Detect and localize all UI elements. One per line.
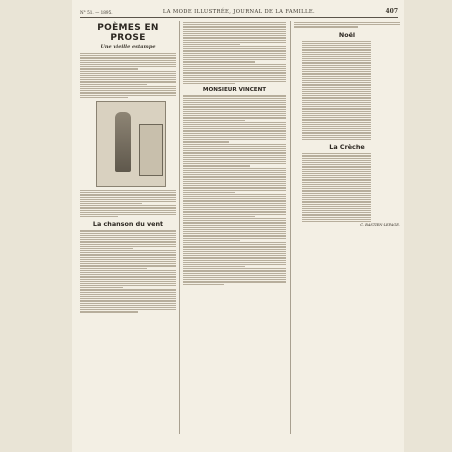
text-line (80, 261, 176, 262)
text-line (183, 227, 286, 228)
text-line (302, 217, 371, 218)
text-line (183, 185, 286, 186)
text-line (183, 225, 286, 226)
text-line (183, 46, 286, 47)
text-line (183, 120, 245, 121)
text-line (80, 233, 176, 234)
text-line (183, 42, 286, 43)
text-line (183, 211, 286, 212)
text-line (183, 203, 286, 204)
text-line (80, 86, 176, 87)
column-divider (179, 21, 180, 434)
text-line (80, 248, 133, 249)
text-line (80, 257, 176, 258)
text-line (302, 43, 371, 44)
text-line (80, 285, 176, 286)
author-signature: C. BASTIEN-LEPAGE. (360, 223, 400, 228)
text-line (80, 95, 176, 96)
text-line (80, 298, 176, 299)
text-line (183, 106, 286, 107)
section-title: La chanson du vent (92, 220, 164, 229)
text-line (302, 169, 371, 170)
text-line (183, 141, 229, 142)
text-line (183, 165, 250, 166)
text-line (183, 139, 286, 140)
header-rule (80, 17, 398, 18)
text-line (302, 91, 371, 92)
text-line (302, 84, 371, 85)
text-line (183, 79, 286, 80)
text-line (302, 113, 371, 114)
text-line (183, 130, 286, 131)
text-line (302, 65, 371, 66)
text-line (302, 171, 371, 172)
text-line (302, 153, 371, 154)
text-line (183, 100, 286, 101)
text-line (80, 79, 176, 80)
text-line (183, 111, 286, 112)
text-line (302, 208, 371, 209)
text-line (80, 307, 176, 308)
engraving-illustration (96, 101, 166, 187)
text-line (183, 170, 286, 171)
poem-text (294, 41, 400, 141)
text-line (302, 111, 371, 112)
text-line (80, 276, 176, 277)
text-line (183, 117, 286, 118)
text-line (183, 222, 286, 223)
section-title: Noël (338, 30, 356, 39)
text-line (302, 166, 371, 167)
text-line (80, 84, 147, 85)
text-line (183, 135, 286, 136)
text-line (80, 244, 176, 245)
text-line (183, 220, 286, 221)
text-line (183, 137, 286, 138)
text-line (183, 262, 286, 263)
text-line (183, 235, 286, 236)
text-line (183, 68, 286, 69)
text-line (183, 66, 286, 67)
column-2 (183, 21, 286, 434)
article-text (294, 22, 400, 28)
newspaper-page (72, 0, 404, 452)
text-line (183, 253, 286, 254)
text-line (302, 219, 371, 220)
text-line (302, 117, 371, 118)
text-line (183, 157, 286, 158)
text-line (302, 95, 371, 96)
text-line (80, 250, 176, 251)
text-line (80, 64, 176, 65)
text-line (302, 184, 371, 185)
text-line (302, 89, 371, 90)
text-line (80, 57, 176, 58)
text-line (80, 237, 176, 238)
text-line (183, 35, 286, 36)
text-line (302, 177, 371, 178)
text-line (80, 207, 176, 208)
page-number: 407 (385, 8, 398, 15)
poem-text (294, 153, 400, 222)
text-line (80, 303, 176, 304)
text-line (80, 259, 176, 260)
text-line (183, 216, 255, 217)
text-line (80, 294, 176, 295)
text-line (302, 69, 371, 70)
text-line (80, 60, 176, 61)
article-text (183, 95, 286, 284)
text-line (183, 229, 286, 230)
text-line (183, 161, 286, 162)
text-line (183, 268, 286, 269)
text-line (302, 93, 371, 94)
text-line (302, 135, 371, 136)
text-line (183, 26, 286, 27)
text-line (80, 210, 176, 211)
text-line (302, 67, 371, 68)
text-line (183, 126, 286, 127)
text-line (183, 233, 286, 234)
text-line (302, 214, 371, 215)
text-line (183, 251, 286, 252)
text-line (302, 188, 371, 189)
article-text (80, 230, 176, 312)
text-line (80, 53, 176, 54)
text-line (302, 137, 371, 138)
text-line (302, 162, 371, 163)
text-line (183, 244, 286, 245)
text-line (302, 128, 371, 129)
text-line (183, 22, 286, 23)
text-line (183, 124, 286, 125)
text-line (302, 45, 371, 46)
text-line (294, 24, 400, 25)
text-line (302, 115, 371, 116)
text-line (183, 29, 286, 30)
text-line (183, 53, 286, 54)
text-line (80, 265, 176, 266)
text-line (183, 98, 286, 99)
text-line (183, 238, 286, 239)
text-line (183, 209, 286, 210)
text-line (183, 83, 235, 84)
text-line (183, 260, 286, 261)
text-line (294, 26, 358, 27)
text-line (302, 155, 371, 156)
text-line (80, 274, 176, 275)
text-line (183, 128, 286, 129)
text-line (80, 296, 176, 297)
text-line (183, 152, 286, 153)
text-line (80, 214, 176, 215)
text-line (80, 272, 176, 273)
text-line (80, 81, 176, 82)
text-line (302, 119, 371, 120)
section-title: MONSIEUR VINCENT (202, 87, 267, 94)
text-line (302, 179, 371, 180)
text-line (80, 246, 176, 247)
text-line (183, 57, 286, 58)
text-line (80, 292, 176, 293)
text-line (80, 287, 123, 288)
text-line (80, 90, 176, 91)
text-line (183, 75, 286, 76)
text-line (183, 284, 224, 285)
text-line (183, 196, 286, 197)
text-line (183, 146, 286, 147)
text-line (183, 266, 245, 267)
text-line (80, 68, 138, 69)
text-line (302, 60, 371, 61)
text-line (183, 37, 286, 38)
text-line (80, 71, 176, 72)
text-line (183, 148, 286, 149)
text-line (302, 199, 371, 200)
text-line (80, 283, 176, 284)
text-line (302, 52, 371, 53)
text-line (80, 305, 176, 306)
text-line (302, 197, 371, 198)
text-line (302, 80, 371, 81)
text-line (302, 139, 371, 140)
text-line (183, 70, 286, 71)
text-line (80, 239, 176, 240)
text-line (302, 158, 371, 159)
text-line (80, 268, 147, 269)
text-line (302, 124, 371, 125)
column-divider (290, 21, 291, 434)
text-line (183, 163, 286, 164)
text-line (183, 246, 286, 247)
text-line (80, 205, 176, 206)
text-line (183, 279, 286, 280)
text-line (183, 200, 286, 201)
text-line (183, 187, 286, 188)
text-line (80, 197, 176, 198)
text-line (80, 279, 176, 280)
text-line (183, 194, 286, 195)
fireplace (139, 124, 163, 176)
text-line (80, 289, 176, 290)
text-line (183, 281, 286, 282)
text-line (183, 48, 286, 49)
text-line (80, 216, 118, 217)
text-line (302, 78, 371, 79)
text-line (302, 56, 371, 57)
text-line (183, 104, 286, 105)
text-line (183, 190, 286, 191)
text-line (80, 92, 176, 93)
text-line (294, 22, 400, 23)
text-line (302, 201, 371, 202)
text-line (302, 212, 371, 213)
text-line (80, 263, 176, 264)
text-line (183, 155, 286, 156)
text-line (183, 144, 286, 145)
text-line (183, 55, 286, 56)
text-line (302, 41, 371, 42)
text-line (80, 73, 176, 74)
text-line (302, 100, 371, 101)
text-line (302, 54, 371, 55)
text-line (183, 77, 286, 78)
text-line (183, 174, 286, 175)
text-line (183, 150, 286, 151)
text-line (183, 270, 286, 271)
text-line (302, 210, 371, 211)
text-line (183, 183, 286, 184)
text-line (80, 270, 176, 271)
text-line (302, 175, 371, 176)
text-line (302, 132, 371, 133)
text-line (80, 199, 176, 200)
article-text (80, 190, 176, 217)
text-line (302, 47, 371, 48)
journal-title: LA MODE ILLUSTRÉE, JOURNAL DE LA FAMILLE. (162, 9, 316, 15)
text-line (302, 82, 371, 83)
text-line (183, 122, 286, 123)
text-line (302, 204, 371, 205)
text-line (183, 113, 286, 114)
text-line (302, 87, 371, 88)
text-line (183, 257, 286, 258)
text-line (183, 231, 286, 232)
text-line (183, 109, 286, 110)
text-line (183, 115, 286, 116)
text-line (183, 198, 286, 199)
text-line (80, 97, 128, 98)
text-line (302, 108, 371, 109)
column-1 (80, 21, 176, 434)
text-line (80, 300, 176, 301)
text-line (302, 126, 371, 127)
text-line (302, 193, 371, 194)
text-line (183, 33, 286, 34)
text-line (80, 75, 176, 76)
text-line (80, 281, 176, 282)
text-line (183, 249, 286, 250)
article-text (80, 53, 176, 98)
text-line (183, 207, 286, 208)
text-line (302, 164, 371, 165)
text-line (302, 221, 371, 222)
text-line (302, 76, 371, 77)
text-line (183, 273, 286, 274)
text-line (183, 102, 286, 103)
text-line (302, 97, 371, 98)
text-line (183, 133, 286, 134)
text-line (302, 195, 371, 196)
text-line (80, 309, 176, 310)
column-3 (294, 21, 400, 434)
text-line (80, 254, 176, 255)
text-line (80, 201, 176, 202)
text-line (183, 181, 286, 182)
text-line (302, 58, 371, 59)
text-line (183, 44, 240, 45)
text-line (80, 66, 176, 67)
text-line (302, 182, 371, 183)
text-line (183, 264, 286, 265)
text-line (80, 212, 176, 213)
text-line (183, 159, 286, 160)
text-line (302, 106, 371, 107)
text-line (183, 172, 286, 173)
text-line (183, 255, 286, 256)
text-line (183, 168, 286, 169)
issue-number: N° 51. — 1895. (80, 10, 113, 15)
text-line (183, 275, 286, 276)
text-line (183, 24, 286, 25)
text-line (302, 173, 371, 174)
old-man-figure (115, 112, 131, 172)
article-title: POÈMES EN PROSE (97, 23, 159, 43)
text-line (302, 186, 371, 187)
text-line (80, 241, 176, 242)
text-line (80, 77, 176, 78)
text-line (80, 203, 142, 204)
text-line (80, 55, 176, 56)
text-line (80, 194, 176, 195)
text-line (80, 311, 138, 312)
text-line (183, 64, 286, 65)
text-line (183, 205, 286, 206)
text-line (302, 190, 371, 191)
text-line (183, 240, 240, 241)
text-line (183, 176, 286, 177)
text-line (183, 214, 286, 215)
text-line (80, 192, 176, 193)
text-line (302, 206, 371, 207)
text-line (302, 71, 371, 72)
text-line (80, 230, 176, 231)
article-subtitle: Une vieille estampe (100, 44, 156, 50)
text-line (183, 277, 286, 278)
article-text (183, 22, 286, 84)
text-line (183, 50, 286, 51)
text-line (183, 61, 255, 62)
text-line (183, 192, 235, 193)
text-line (183, 81, 286, 82)
text-line (80, 62, 176, 63)
text-line (183, 95, 286, 96)
text-line (302, 104, 371, 105)
text-line (302, 122, 371, 123)
text-line (302, 160, 371, 161)
text-line (183, 40, 286, 41)
text-line (302, 73, 371, 74)
section-title: La Crèche (329, 143, 365, 152)
text-line (183, 218, 286, 219)
text-line (302, 130, 371, 131)
text-line (302, 102, 371, 103)
text-line (183, 31, 286, 32)
text-line (183, 242, 286, 243)
text-line (183, 59, 286, 60)
text-line (302, 49, 371, 50)
text-line (302, 62, 371, 63)
text-line (80, 88, 176, 89)
text-line (80, 252, 176, 253)
text-line (183, 72, 286, 73)
text-line (183, 179, 286, 180)
text-line (80, 235, 176, 236)
text-line (80, 190, 176, 191)
